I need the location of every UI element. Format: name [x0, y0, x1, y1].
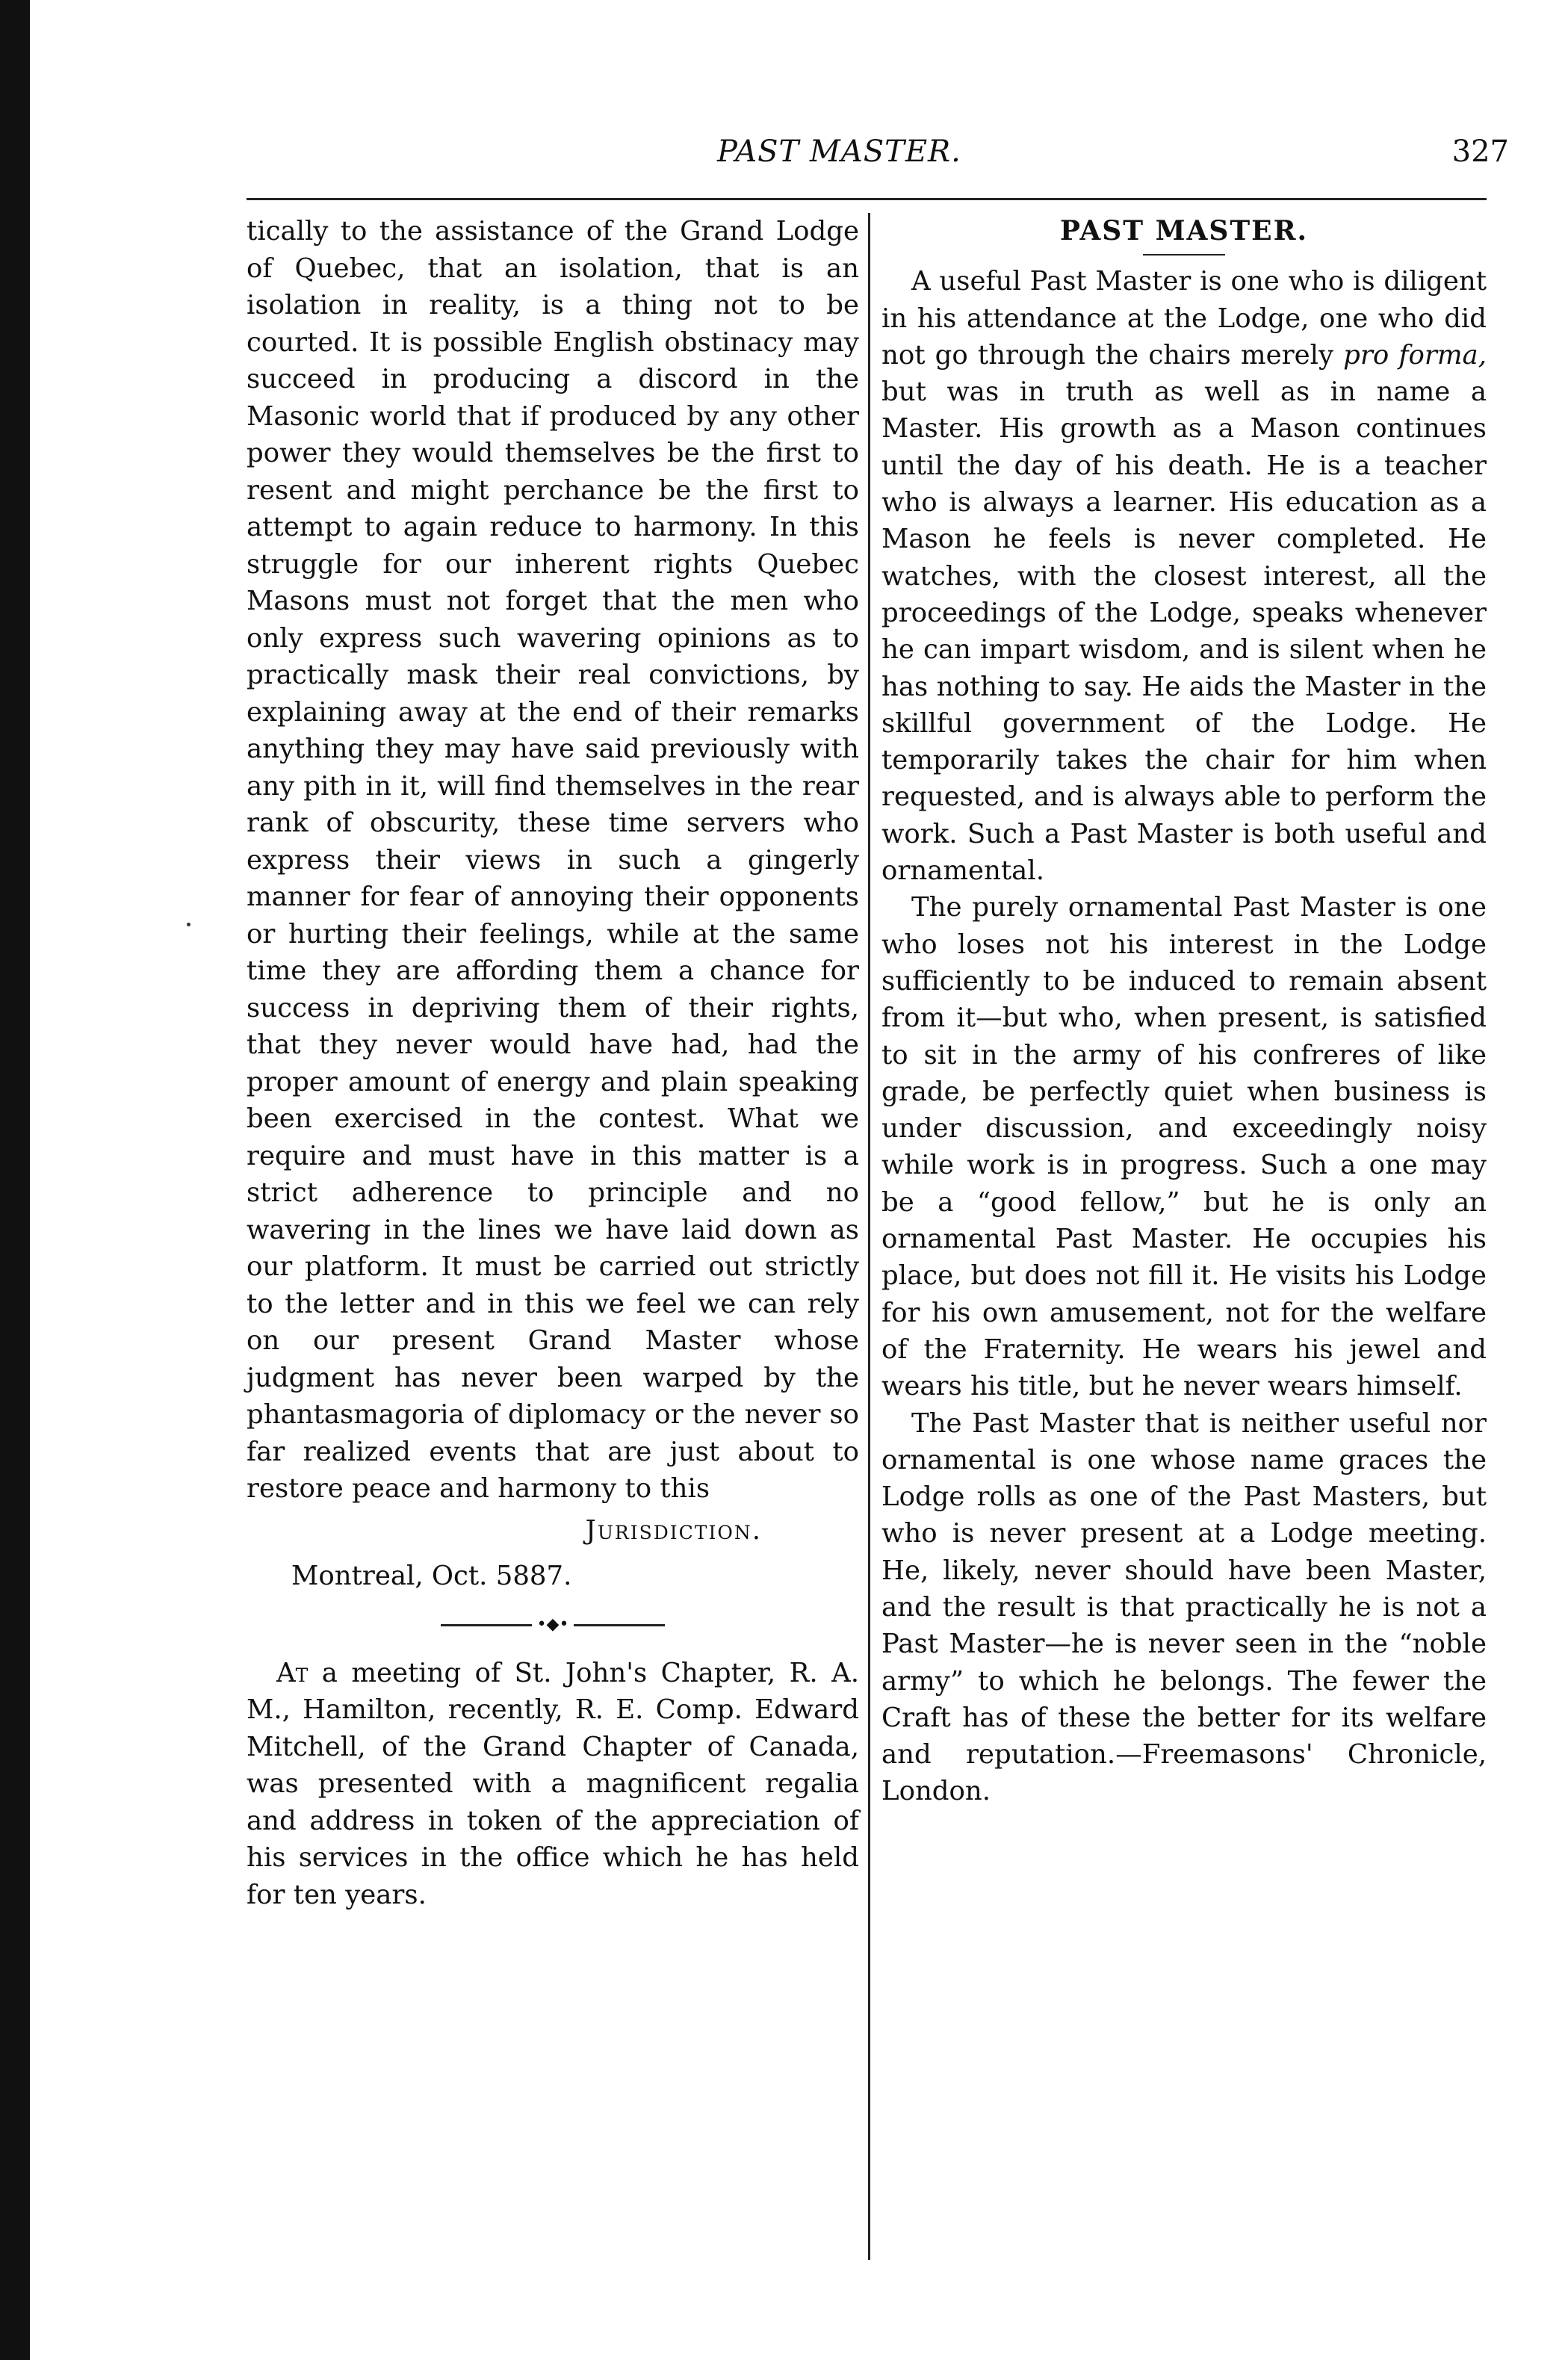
article-dateline: Montreal, Oct. 5887.: [291, 1561, 572, 1591]
article-title: PAST MASTER.: [1059, 215, 1309, 247]
paragraph-1-text-b: but was in truth as well as in name a Master. His growth as a Mason continues until the day of his death. He is a teacher who is always a learner. His education as a Mason he feels is never completed. He watches, with the closest interest, all the proceedings of the Lodge, speaks whenever he can impart wisdom, and is silent when he has nothing to say. He aids the Master in the skillful government of the Lodge. He temporarily takes the chair for him when requested, and is always able to perform the work. Such a Past Master is both useful and ornamental.: [881, 377, 1487, 887]
stray-ink-mark: [187, 923, 190, 926]
column-divider: [868, 213, 870, 2260]
chapter-notice: [247, 1655, 859, 1914]
paragraph-1-italic: pro forma,: [1343, 339, 1487, 371]
continued-article-text: tically to the assistance of the Grand Lodge of Quebec, that an isolation, that is an isolation in reality, is a thing not to be courted. It is possible English obstinacy may succeed in producing a discord in the Masonic world that if produced by any other power they would themselves be the first to resent and might perchance be the first to attempt to again reduce to harmony. In this struggle for our inherent rights Quebec Masons must not forget that the men who only express such wavering opinions as to practically mask their real convictions, by explaining away at the end of their remarks anything they may have said previously with any pith in it, will find themselves in the rear rank of obscurity, these time servers who express their views in such a gingerly manner for fear of annoying their opponents or hurting their feelings, while at the same time they are affording them a chance for success in depriving them of their rights, that they never would have had, had the proper amount of energy and plain speaking been exercised in the contest. What we require and must have in this matter is a strict adherence to principle and no wavering in the lines we have laid down as our platform. It must be carried out strictly to the letter and in this we feel we can rely on our present Grand Master whose judgment has never been warped by the phantasmagoria of diplomacy or the never so far realized events that are just about to restore peace and harmony to this: [247, 216, 859, 1504]
running-head: [224, 134, 1509, 179]
section-ornament: [441, 1614, 665, 1634]
article-paragraph-2: The purely ornamental Past Master is one who loses not his interest in the Lodge sufficiently to be induced to remain absent from it—but who, when present, is satisfied to sit in the army of his confreres of like grade, be perfectly quiet when business is under discussion, and exceedingly noisy while work is in progress. Such a one may be a “good fellow,” but he is only an ornamental Past Master. He occupies his place, but does not fill it. He visits his Lodge for his own amusement, not for the welfare of the Fraternity. He wears his jewel and wears his title, but he never wears himself.: [881, 892, 1487, 1402]
notice-text: a meeting of St. John's Chapter, R. A. M., Hamilton, recently, R. E. Comp. Edward Mitchell, of the Grand Chapter of Canada, was presented with a magnificent regalia and address in token of the appreciation of his services in the office which he has held for ten years.: [247, 1657, 859, 1910]
left-column: [247, 213, 859, 1913]
paragraph-1-text-a: A useful Past Master is one who is diligent in his attendance at the Lodge, one who did not go through the chairs merely: [881, 266, 1487, 371]
notice-lead-word: At: [276, 1657, 309, 1688]
right-column: [881, 213, 1487, 1810]
page-binding-edge: [0, 0, 30, 2360]
page-number: 327: [1451, 134, 1509, 169]
title-rule: [1143, 254, 1225, 255]
article-paragraph-3: The Past Master that is neither useful nor ornamental is one whose name graces the Lodge rolls as one of the Past Masters, but who is never present at a Lodge meeting. He, likely, never should have been Master, and the result is that practically he is not a Past Master—he is never seen in the “noble army” to which he belongs. The fewer the Craft has of these the better for its welfare and reputation.—Freemasons' Chronicle, London.: [881, 1407, 1487, 1807]
article-signature: Jurisdiction.: [585, 1514, 762, 1546]
header-rule: [247, 198, 1487, 200]
article-paragraph-1: [881, 263, 1487, 889]
ornament-dots: •◆•: [532, 1611, 574, 1638]
running-title: PAST MASTER.: [717, 134, 961, 169]
